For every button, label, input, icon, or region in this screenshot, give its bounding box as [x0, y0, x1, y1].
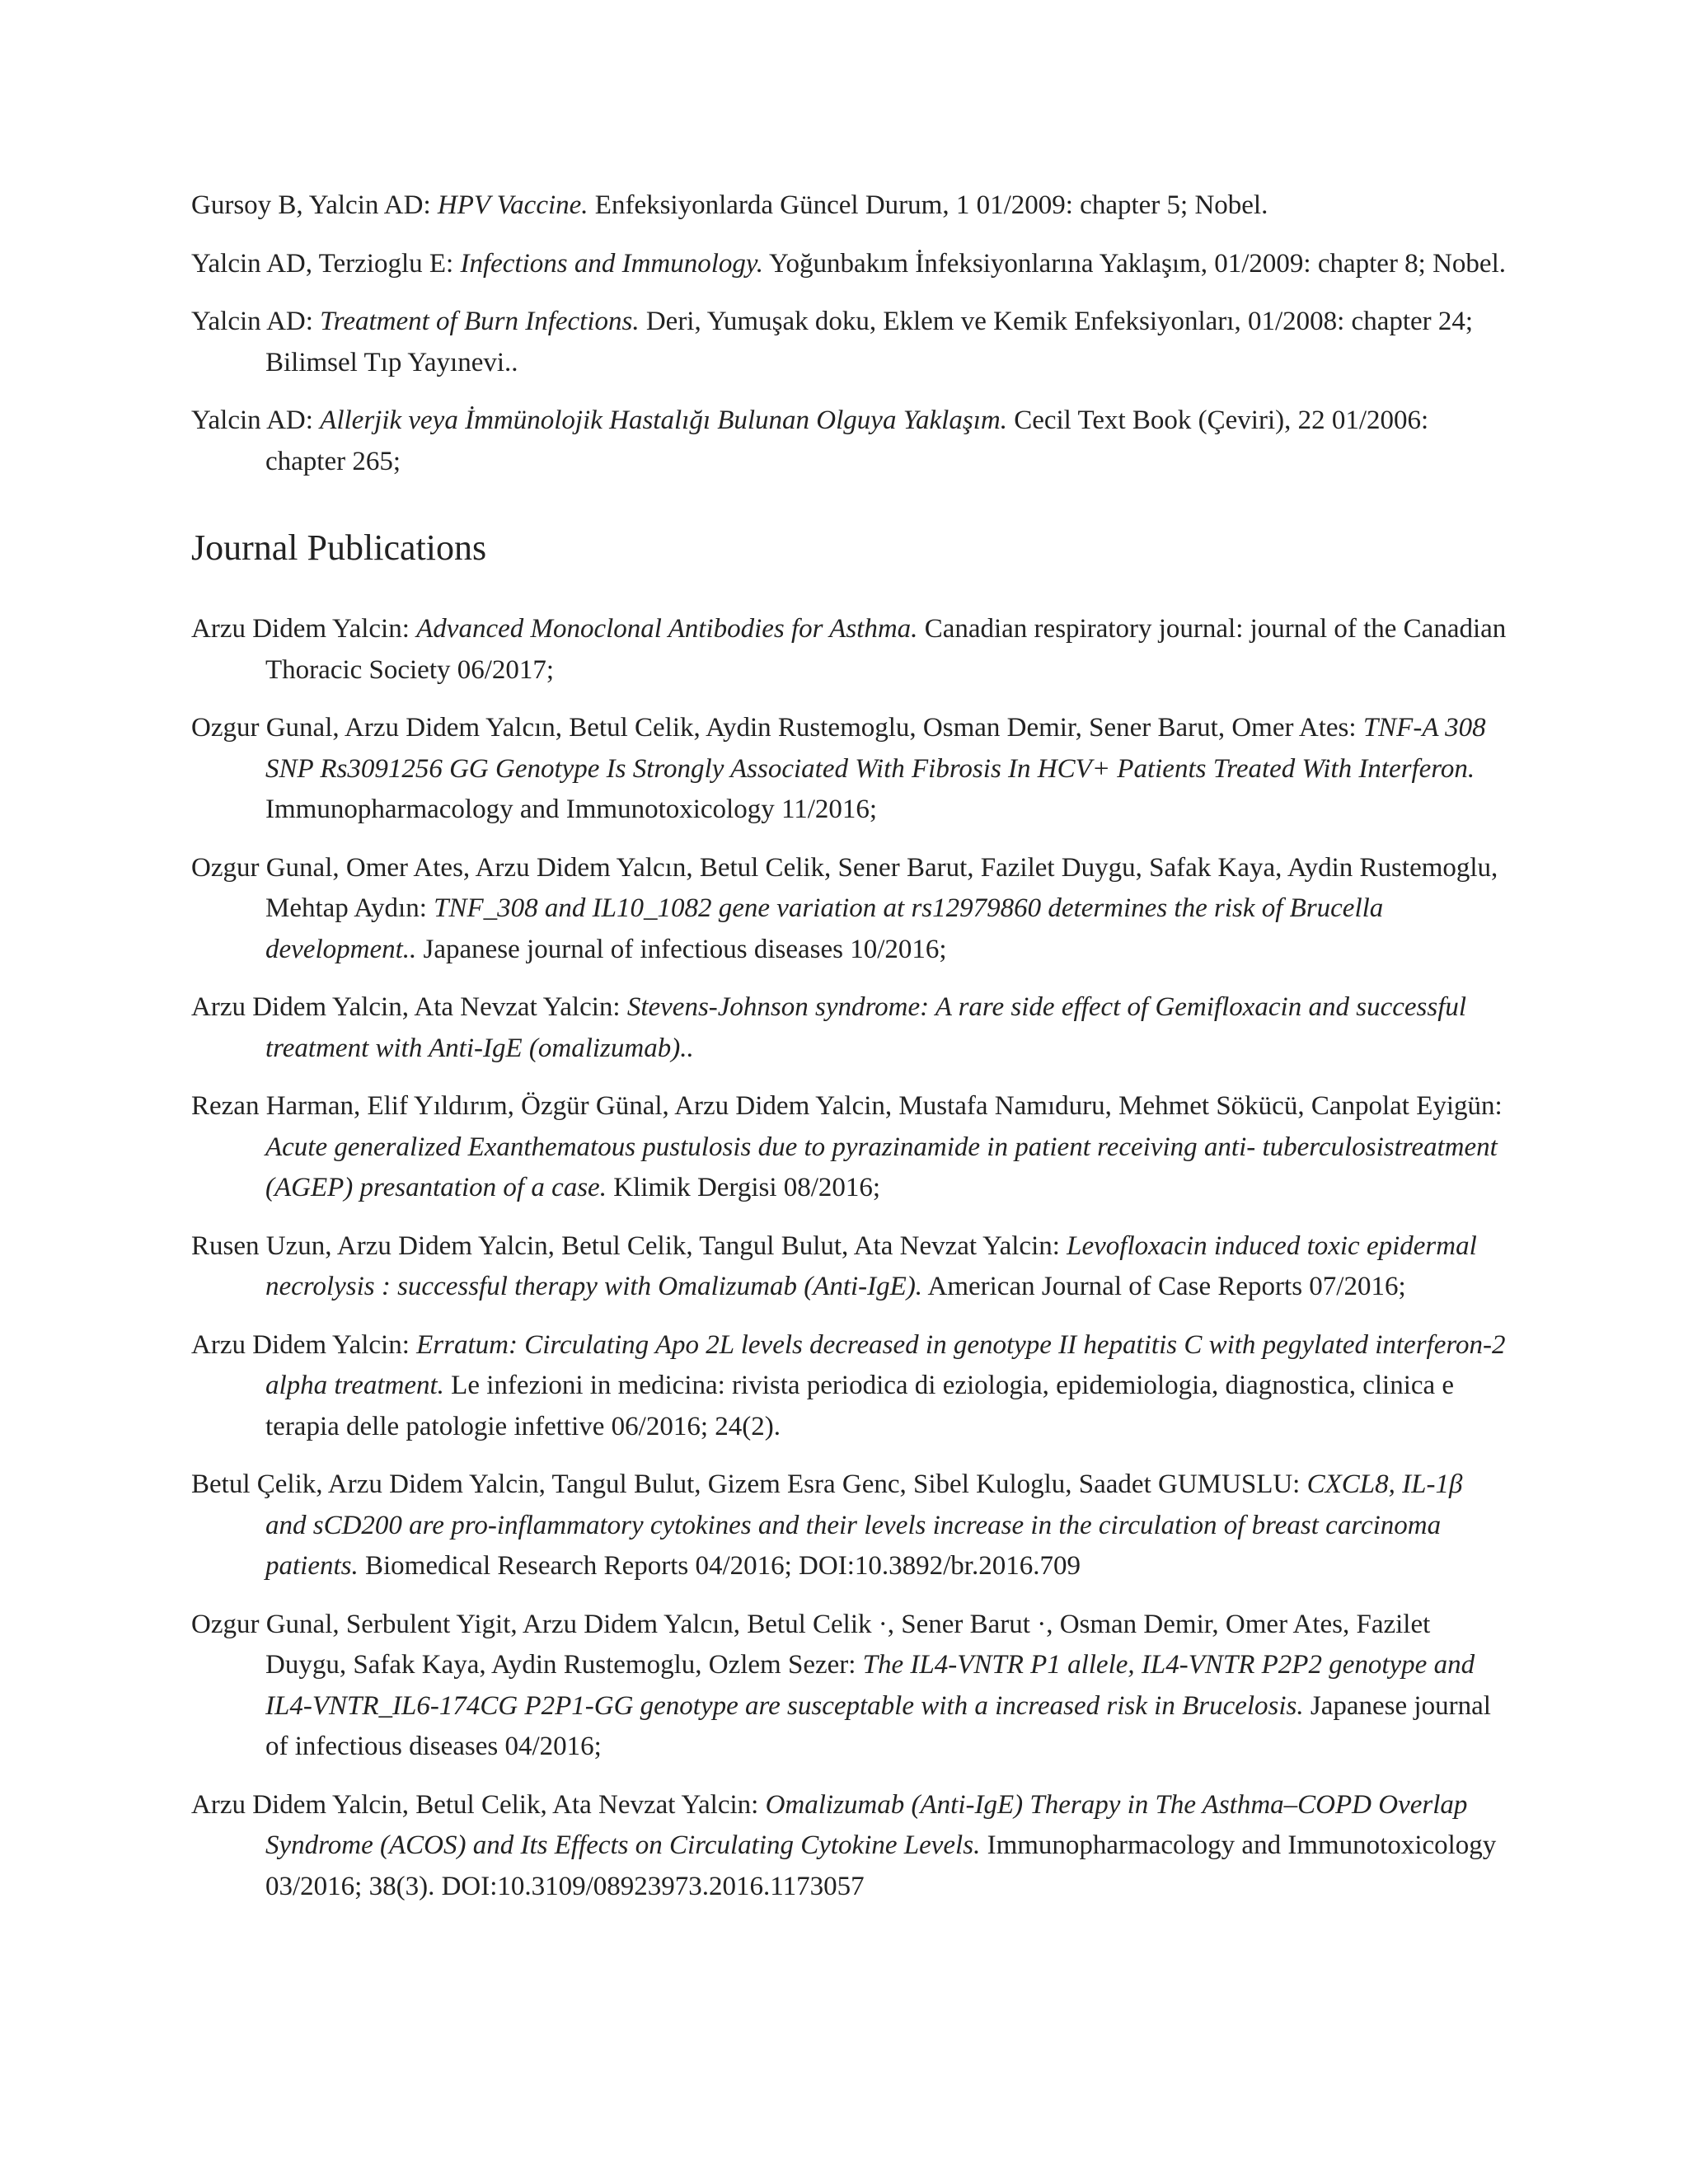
- citation-entry: [191, 1465, 1510, 1587]
- citation-entry: [191, 708, 1510, 831]
- citation-authors: Arzu Didem Yalcin:: [191, 1329, 410, 1360]
- citation-authors: Arzu Didem Yalcin, Ata Nevzat Yalcin:: [191, 992, 621, 1022]
- citation-source: Biomedical Research Reports 04/2016; DOI:10.3892/br.2016.709: [365, 1551, 1081, 1581]
- citation-entry: [191, 302, 1510, 383]
- citation-source: Immunopharmacology and Immunotoxicology 11/2016;: [265, 794, 878, 824]
- citation-title: Levofloxacin induced toxic epidermal necrolysis : successful therapy with Omalizumab (Anti-IgE).: [265, 1230, 1477, 1301]
- citation-source: Japanese journal of infectious diseases 04/2016;: [265, 1690, 1491, 1761]
- citation-source: Immunopharmacology and Immunotoxicology 03/2016; 38(3). DOI:10.3109/08923973.2016.1173057: [265, 1830, 1497, 1901]
- citation-title: Advanced Monoclonal Antibodies for Asthma.: [416, 614, 918, 644]
- citation-authors: Betul Çelik, Arzu Didem Yalcin, Tangul Bulut, Gizem Esra Genc, Sibel Kuloglu, Saadet GUMUSLU:: [191, 1469, 1301, 1499]
- citation-source: Japanese journal of infectious diseases 10/2016;: [423, 934, 947, 964]
- citation-source: Le infezioni in medicina: rivista periodica di eziologia, epidemiologia, diagnostica, clinica e terapia delle patologie infettive 06/2016; 24(2).: [265, 1371, 1455, 1441]
- citation-authors: Ozgur Gunal, Omer Ates, Arzu Didem Yalcın, Betul Celik, Sener Barut, Fazilet Duygu, Safak Kaya, Aydin Rustemoglu, Mehtap Aydın:: [191, 852, 1498, 923]
- citation-source: Cecil Text Book (Çeviri), 22 01/2006: chapter 265;: [265, 405, 1429, 476]
- citation-authors: Gursoy B, Yalcin AD:: [191, 190, 431, 220]
- section-heading: Journal Publications: [191, 527, 487, 568]
- citation-source: Klimik Dergisi 08/2016;: [613, 1173, 881, 1202]
- citation-title: Infections and Immunology.: [460, 248, 763, 279]
- document-page: [191, 185, 1510, 1924]
- citation-authors: Ozgur Gunal, Serbulent Yigit, Arzu Didem Yalcın, Betul Celik ·, Sener Barut ·, Osman Demir, Omer Ates, Fazilet Duygu, Safak Kaya, Aydin Rustemoglu, Ozlem Sezer:: [191, 1609, 1431, 1680]
- citation-authors: Yalcin AD, Terzioglu E:: [191, 248, 454, 279]
- citation-source: Enfeksiyonlarda Güncel Durum, 1 01/2009: chapter 5; Nobel.: [594, 190, 1268, 220]
- citation-entry: [191, 609, 1510, 691]
- citation-entry: [191, 1605, 1510, 1768]
- citation-entry: [191, 401, 1510, 482]
- citation-entry: [191, 1086, 1510, 1209]
- citation-title: Erratum: Circulating Apo 2L levels decreased in genotype II hepatitis C with pegylated interferon-2 alpha treatment.: [265, 1329, 1506, 1400]
- citation-title: TNF_308 and IL10_1082 gene variation at rs12979860 determines the risk of Brucella development..: [265, 893, 1384, 964]
- citation-title: Omalizumab (Anti-IgE) Therapy in The Asthma–COPD Overlap Syndrome (ACOS) and Its Effects on Circulating Cytokine Levels.: [265, 1789, 1468, 1860]
- citation-title: The IL4-VNTR P1 allele, IL4-VNTR P2P2 genotype and IL4-VNTR_IL6-174CG P2P1-GG genotype are susceptable with a increased risk in Brucelosis.: [265, 1650, 1475, 1721]
- citation-title: Acute generalized Exanthematous pustulosis due to pyrazinamide in patient receiving anti- tuberculosistreatment (AGEP) presantation of a case.: [265, 1132, 1498, 1202]
- citation-entry: [191, 244, 1510, 285]
- citation-authors: Arzu Didem Yalcin:: [191, 614, 410, 644]
- citation-entry: [191, 1785, 1510, 1908]
- citation-title: CXCL8, IL-1β and sCD200 are pro-inflammatory cytokines and their levels increase in the circulation of breast carcinoma patients.: [265, 1469, 1463, 1581]
- citation-title: Stevens-Johnson syndrome: A rare side effect of Gemifloxacin and successful treatment with Anti-IgE (omalizumab)..: [265, 992, 1467, 1063]
- citation-source: Deri, Yumuşak doku, Eklem ve Kemik Enfeksiyonları, 01/2008: chapter 24; Bilimsel Tıp Yayınevi..: [265, 307, 1474, 377]
- citation-title: Treatment of Burn Infections.: [320, 307, 640, 336]
- journal-publication-list: [191, 609, 1510, 1907]
- citation-entry: [191, 987, 1510, 1069]
- citation-authors: Yalcin AD:: [191, 405, 313, 435]
- citation-authors: Yalcin AD:: [191, 307, 313, 336]
- citation-source: Canadian respiratory journal: journal of the Canadian Thoracic Society 06/2017;: [265, 614, 1507, 685]
- citation-authors: Rezan Harman, Elif Yıldırım, Özgür Günal, Arzu Didem Yalcin, Mustafa Namıduru, Mehmet Sökücü, Canpolat Eyigün:: [191, 1091, 1503, 1121]
- citation-authors: Ozgur Gunal, Arzu Didem Yalcın, Betul Celik, Aydin Rustemoglu, Osman Demir, Sener Barut, Omer Ates:: [191, 713, 1357, 743]
- citation-source: American Journal of Case Reports 07/2016;: [927, 1272, 1406, 1301]
- citation-authors: Arzu Didem Yalcin, Betul Celik, Ata Nevzat Yalcin:: [191, 1789, 759, 1820]
- citation-source: Yoğunbakım İnfeksiyonlarına Yaklaşım, 01/2009: chapter 8; Nobel.: [769, 248, 1506, 279]
- citation-entry: [191, 185, 1510, 227]
- citation-entry: [191, 1226, 1510, 1308]
- citation-title: Allerjik veya İmmünolojik Hastalığı Bulunan Olguya Yaklaşım.: [320, 405, 1007, 435]
- citation-title: HPV Vaccine.: [437, 190, 588, 220]
- citation-authors: Rusen Uzun, Arzu Didem Yalcin, Betul Celik, Tangul Bulut, Ata Nevzat Yalcin:: [191, 1230, 1060, 1261]
- citation-title: TNF-A 308 SNP Rs3091256 GG Genotype Is Strongly Associated With Fibrosis In HCV+ Patients Treated With Interferon.: [265, 713, 1486, 784]
- book-chapter-list: [191, 185, 1510, 482]
- citation-entry: [191, 848, 1510, 971]
- citation-entry: [191, 1325, 1510, 1448]
